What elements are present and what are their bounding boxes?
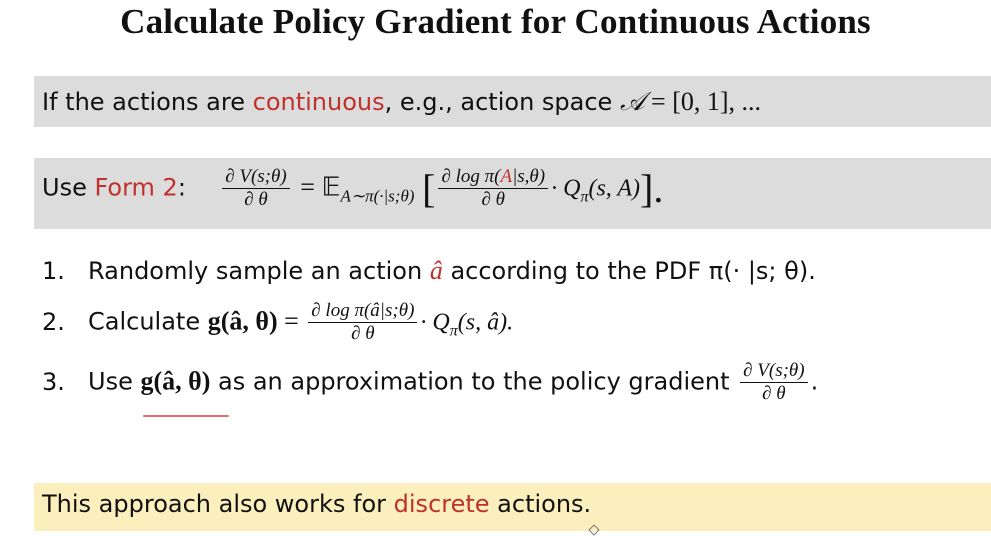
step-1-post: according to the PDF π(· |s; θ). bbox=[442, 257, 816, 285]
step-3-g: g(â, θ) bbox=[140, 366, 211, 396]
step-3-numerator: ∂ V(s;θ) bbox=[740, 360, 807, 383]
discrete-highlight: discrete bbox=[393, 490, 490, 518]
step-3-fraction bbox=[740, 360, 807, 405]
expectation-subscript: A∼π(·|s;θ) bbox=[340, 186, 415, 206]
lhs-numerator: ∂ V(s;θ) bbox=[222, 166, 289, 189]
lhs-fraction bbox=[222, 166, 289, 211]
step-2 bbox=[42, 300, 513, 345]
expectation-symbol: = 𝔼 bbox=[300, 172, 341, 202]
colon: : bbox=[177, 173, 186, 202]
inner-denominator: ∂ θ bbox=[481, 189, 505, 210]
step-1-number: 1. bbox=[42, 257, 65, 285]
step-2-q-args: (s, â). bbox=[457, 309, 514, 336]
step-3-end: . bbox=[810, 367, 819, 396]
step-3-denominator: ∂ θ bbox=[762, 383, 786, 404]
footer-suffix: actions. bbox=[489, 490, 592, 518]
form2-line bbox=[42, 165, 663, 212]
band1-suffix: , e.g., action space bbox=[384, 88, 620, 116]
step-2-pre: Calculate bbox=[88, 307, 208, 336]
step-2-numerator: ∂ log π(â|s;θ) bbox=[308, 300, 417, 323]
form2-label: Form 2 bbox=[94, 173, 178, 202]
continuous-highlight: continuous bbox=[252, 88, 385, 116]
handwritten-underline bbox=[143, 415, 229, 417]
bracket-close: ]. bbox=[640, 166, 664, 211]
step-2-eq: = bbox=[277, 306, 306, 336]
step-2-fraction bbox=[308, 300, 417, 345]
step-1-pre: Randomly sample an action bbox=[88, 257, 430, 285]
inner-numerator bbox=[438, 166, 548, 189]
slide-title: Calculate Policy Gradient for Continuous Actions bbox=[120, 2, 871, 41]
q-term: · Q bbox=[551, 175, 581, 202]
action-space-value: = [0, 1], ... bbox=[644, 87, 762, 116]
use-label: Use bbox=[42, 173, 95, 202]
step-3-pre: Use bbox=[88, 367, 141, 396]
step-3 bbox=[42, 360, 818, 405]
bracket-open: [ bbox=[422, 166, 436, 211]
continuous-actions-line bbox=[42, 87, 761, 118]
inner-fraction bbox=[438, 166, 548, 211]
q-args: (s, A) bbox=[588, 175, 641, 202]
inner-num-action: A bbox=[500, 166, 513, 187]
inner-num-post: |s,θ) bbox=[512, 166, 546, 187]
step-2-q-sub: π bbox=[449, 322, 458, 340]
step-1 bbox=[42, 256, 816, 286]
sampled-action-symbol: â bbox=[429, 256, 443, 285]
action-space-symbol: 𝒜 bbox=[619, 87, 645, 116]
lhs-denominator: ∂ θ bbox=[244, 189, 268, 210]
q-subscript: π bbox=[580, 188, 589, 206]
step-2-denominator: ∂ θ bbox=[351, 323, 375, 344]
step-2-number: 2. bbox=[42, 307, 65, 336]
footer-prefix: This approach also works for bbox=[42, 490, 394, 518]
step-3-number: 3. bbox=[42, 367, 65, 396]
step-2-g: g(â, θ) bbox=[207, 306, 278, 336]
footer-line bbox=[42, 490, 591, 518]
inner-num-pre: ∂ log π( bbox=[441, 166, 501, 187]
step-2-q: · Q bbox=[420, 309, 450, 336]
step-3-mid: as an approximation to the policy gradient bbox=[210, 367, 738, 396]
band1-prefix: If the actions are bbox=[42, 88, 253, 116]
